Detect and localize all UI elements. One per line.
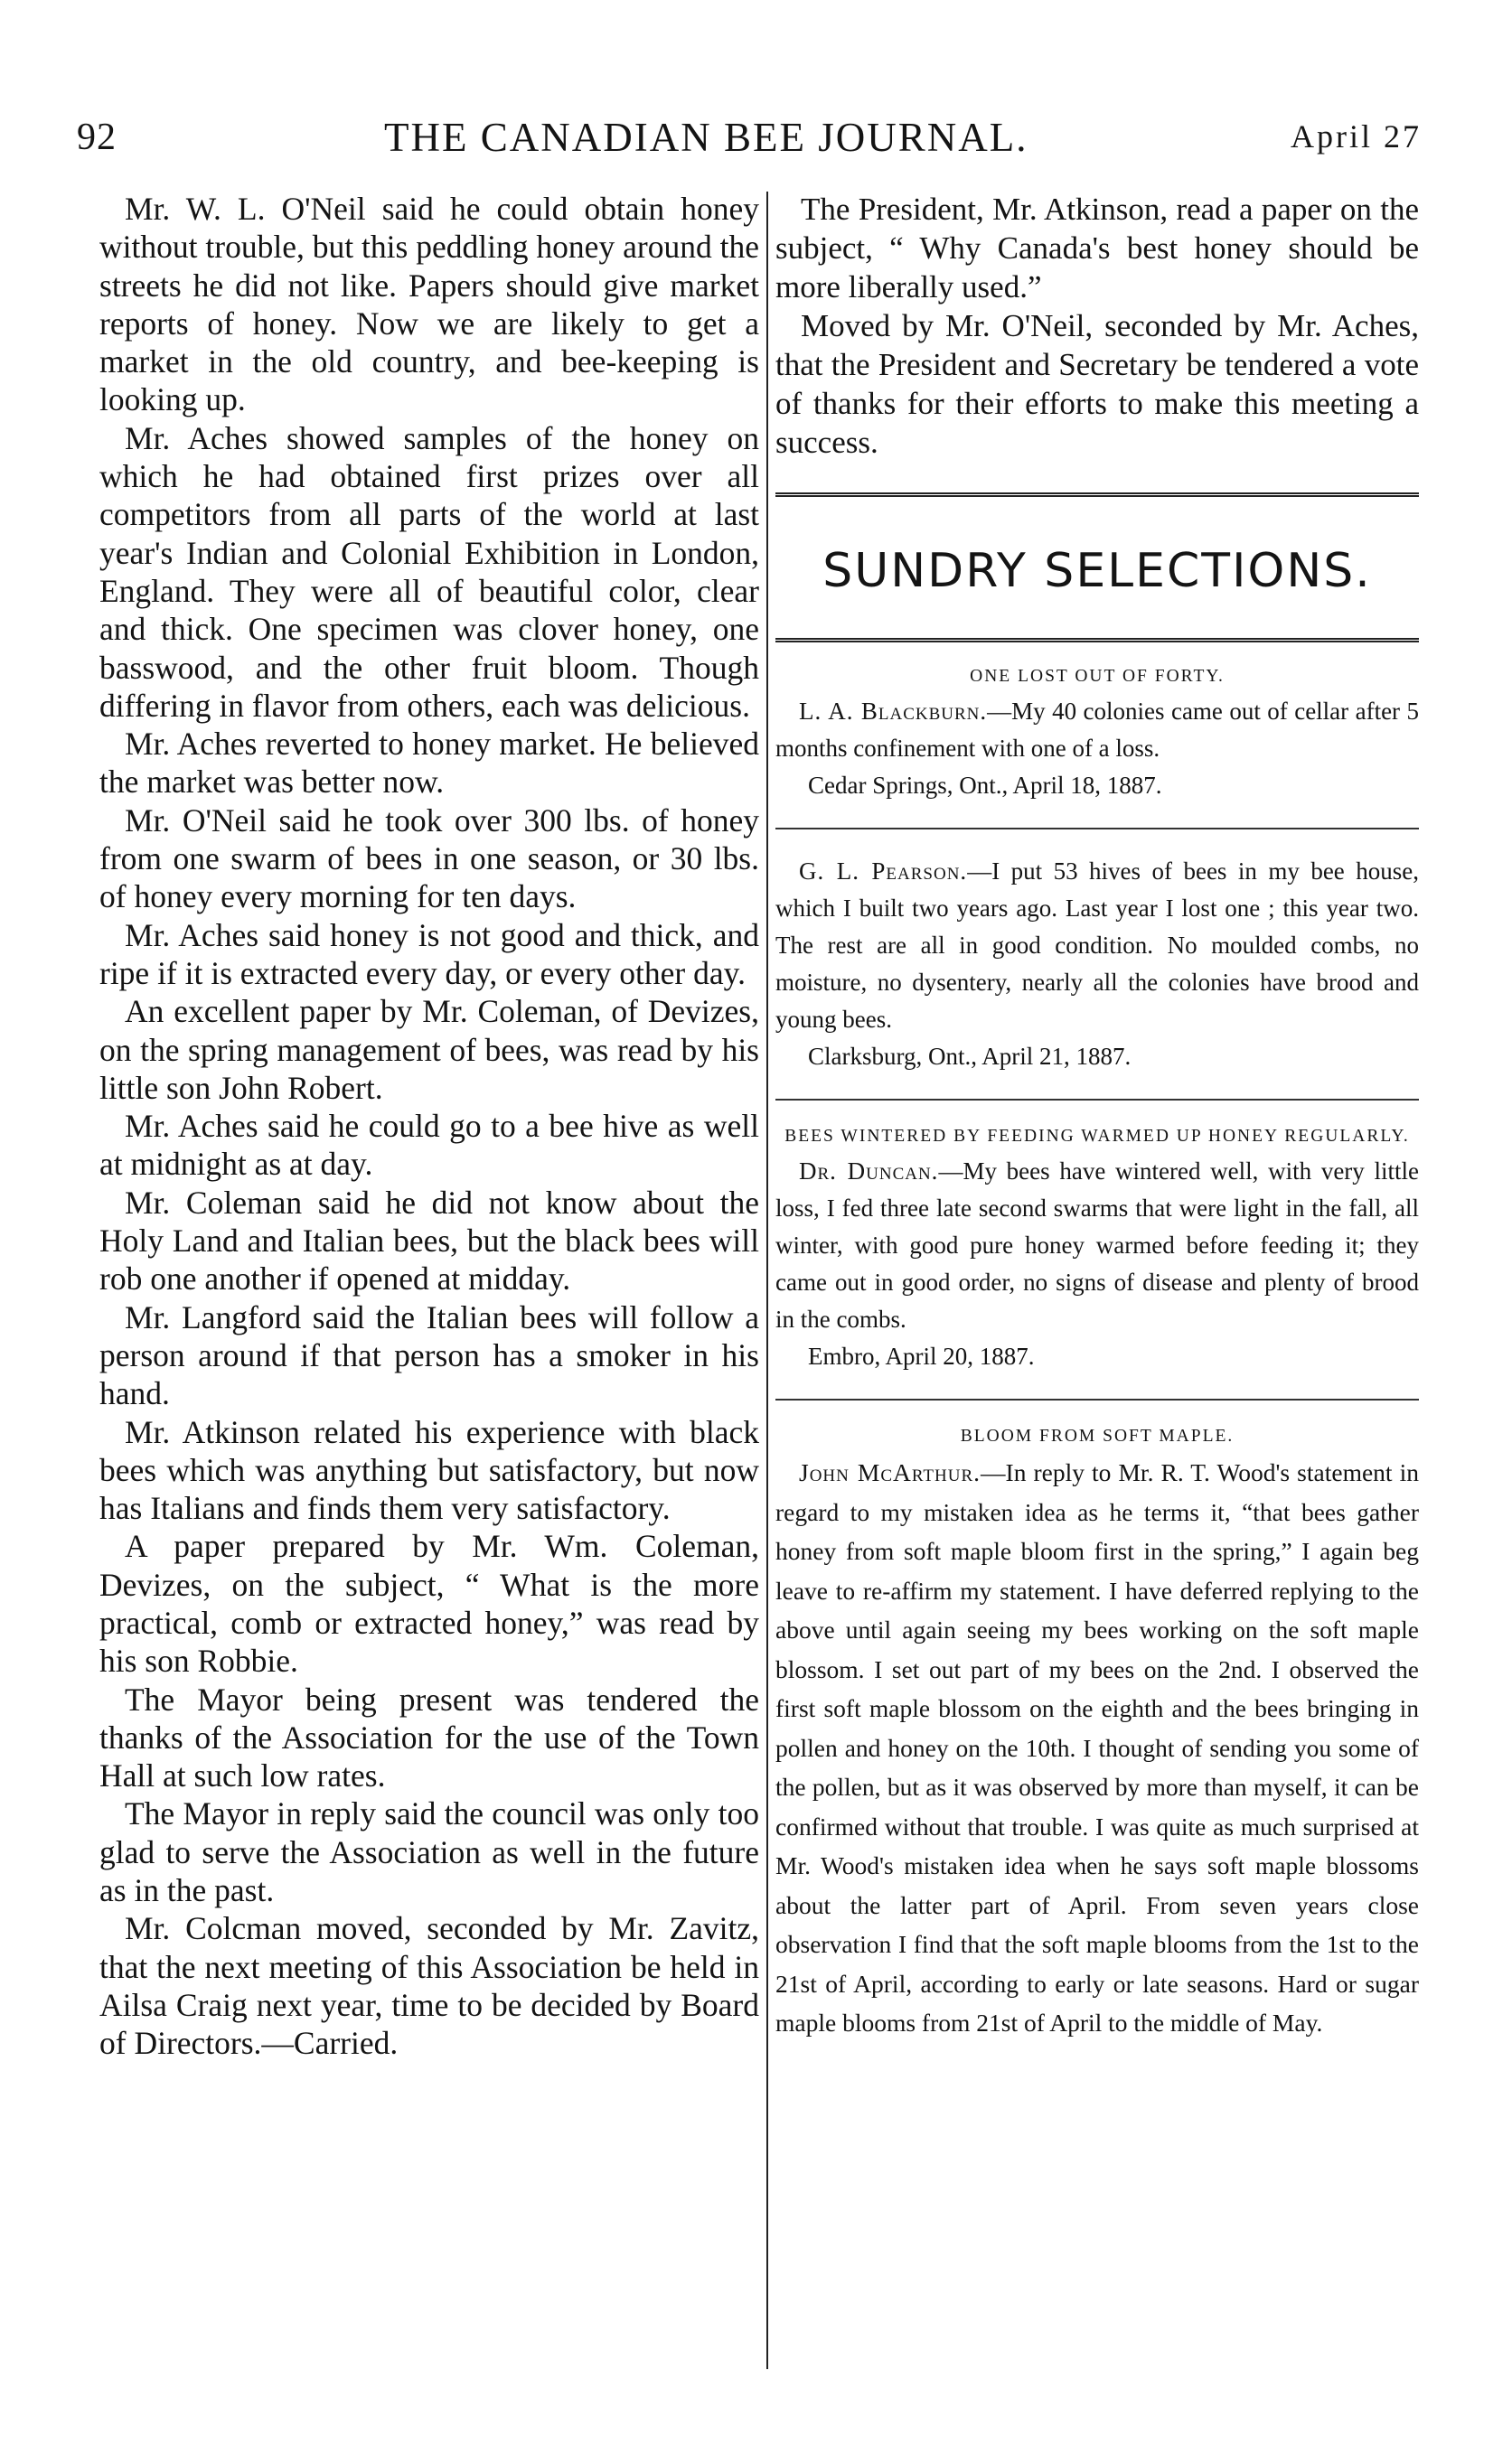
author-name: L. A. Blackburn.: [799, 698, 988, 725]
paragraph: Mr. Colcman moved, seconded by Mr. Zavitz, that the next meeting of this Association be held in Ailsa Craig next year, time to be decided by Board of Directors.—Carried.: [99, 1910, 759, 2062]
paragraph: Mr. W. L. O'Neil said he could obtain honey without trouble, but this peddling honey around the streets he did not like. Papers should give market reports of honey. Now we are likely to get a market in the old country, and bee-keeping is looking up.: [99, 191, 759, 418]
paragraph: A paper prepared by Mr. Wm. Coleman, Devizes, on the subject, “ What is the more practical, comb or extracted honey,” was read by his son Robbie.: [99, 1528, 759, 1680]
left-column: [99, 190, 759, 2063]
paragraph: The Mayor being present was tendered the thanks of the Association for the use of the Town Hall at such low rates.: [99, 1681, 759, 1794]
item-location: Cedar Springs, Ont., April 18, 1887.: [808, 772, 1162, 799]
author-name: G. L. Pearson.: [799, 857, 968, 885]
item-divider: [775, 1399, 1419, 1401]
item-location: Clarksburg, Ont., April 21, 1887.: [808, 1043, 1132, 1070]
item-divider: [775, 1099, 1419, 1101]
paragraph: Moved by Mr. O'Neil, seconded by Mr. Aches, that the President and Secretary be tendered a vote of thanks for their efforts to make this meeting a success.: [775, 308, 1419, 460]
item-text: —My 40 colonies came out of cellar after 5 months confinement with one of a loss.: [775, 698, 1419, 762]
page-number: 92: [77, 117, 117, 158]
item-text: —My bees have wintered well, with very little loss, I fed three late second swarms that were light in the fall, all winter, with good pure honey warmed before feeding it; they came out in good order, no signs of disease and plenty of brood in the combs.: [775, 1157, 1419, 1333]
paragraph: Mr. Atkinson related his experience with black bees which was anything but satisfactory, but now has Italians and finds them very satisfactory.: [99, 1413, 759, 1527]
paragraph: The Mayor in reply said the council was only too glad to serve the Association as well in the future as in the past.: [99, 1795, 759, 1909]
paragraph: Mr. Aches said he could go to a bee hive as well at midnight as at day.: [99, 1108, 759, 1183]
column-divider: [766, 192, 768, 2369]
paragraph: Mr. O'Neil said he took over 300 lbs. of honey from one swarm of bees in one season, or 30 lbs. of honey every morning for ten days.: [99, 801, 759, 915]
author-name: John McArthur.: [799, 1458, 981, 1486]
author-name: Dr. Duncan.: [799, 1157, 939, 1185]
paragraph: Mr. Aches said honey is not good and thick, and ripe if it is extracted every day, or every other day.: [99, 916, 759, 991]
paragraph: Mr. Aches showed samples of the honey on which he had obtained first prizes over all competitors from all parts of the world at last year's Indian and Colonial Exhibition in London, England. They were all of beautiful color, clear and thick. One specimen was clover honey, one basswood, and the other fruit bloom. Though differing in flavor from others, each was delicious.: [99, 419, 759, 724]
item-text: —I put 53 hives of bees in my bee house, which I built two years ago. Last year I lost one ; this year two. The rest are all in good condition. No moulded combs, no moisture, no dysentery, nearly all the colonies have brood and young bees.: [775, 857, 1419, 1033]
selection-item: [775, 1424, 1419, 2043]
paragraph: Mr. Langford said the Italian bees will follow a person around if that person has a smoker in his hand.: [99, 1298, 759, 1412]
item-heading: ONE LOST OUT OF FORTY.: [970, 667, 1225, 686]
item-heading: BEES WINTERED BY FEEDING WARMED UP HONEY REGULARLY.: [784, 1127, 1410, 1146]
item-divider: [775, 828, 1419, 829]
page-header: [77, 107, 1422, 170]
paragraph: Mr. Aches reverted to honey market. He believed the market was better now.: [99, 726, 759, 801]
selection-item: [775, 1124, 1419, 1375]
item-location: Embro, April 20, 1887.: [808, 1343, 1035, 1370]
issue-date: April 27: [1291, 118, 1422, 155]
paragraph: Mr. Coleman said he did not know about the Holy Land and Italian bees, but the black bees will rob one another if opened at midday.: [99, 1184, 759, 1298]
section-title: SUNDRY SELECTIONS.: [822, 544, 1372, 598]
journal-title: THE CANADIAN BEE JOURNAL.: [384, 115, 1028, 160]
right-column: [775, 190, 1419, 2043]
item-heading: BLOOM FROM SOFT MAPLE.: [960, 1427, 1235, 1446]
selection-item: [775, 853, 1419, 1075]
paragraph: An excellent paper by Mr. Coleman, of Devizes, on the spring management of bees, was read by his little son John Robert.: [99, 993, 759, 1106]
section-rule-top: [775, 492, 1419, 497]
selection-item: [775, 664, 1419, 804]
item-text: —In reply to Mr. R. T. Wood's statement in regard to my mistaken idea as he terms it, “that bees gather honey from soft maple bloom first in the spring,” I again beg leave to re-affirm my statement. I have deferred replying to the above until again seeing my bees working on the soft maple blossom. I set out part of my bees on the 2nd. I observed the first soft maple blossom on the eighth and the bees bringing in pollen and honey on the 10th. I thought of sending you some of the pollen, but as it was observed by more than myself, it can be confirmed without that trouble. I was quite as much surprised at Mr. Wood's mistaken idea when he says soft maple blossoms about the latter part of April. From seven years close observation I find that the soft maple blooms from the 1st to the 21st of April, according to early or late seasons. Hard or sugar maple blooms from 21st of April to the middle of May.: [775, 1458, 1419, 2037]
paragraph: The President, Mr. Atkinson, read a paper on the subject, “ Why Canada's best honey should be more liberally used.”: [775, 192, 1419, 304]
section-rule-bottom: [775, 638, 1419, 642]
right-intro: [775, 190, 1419, 462]
